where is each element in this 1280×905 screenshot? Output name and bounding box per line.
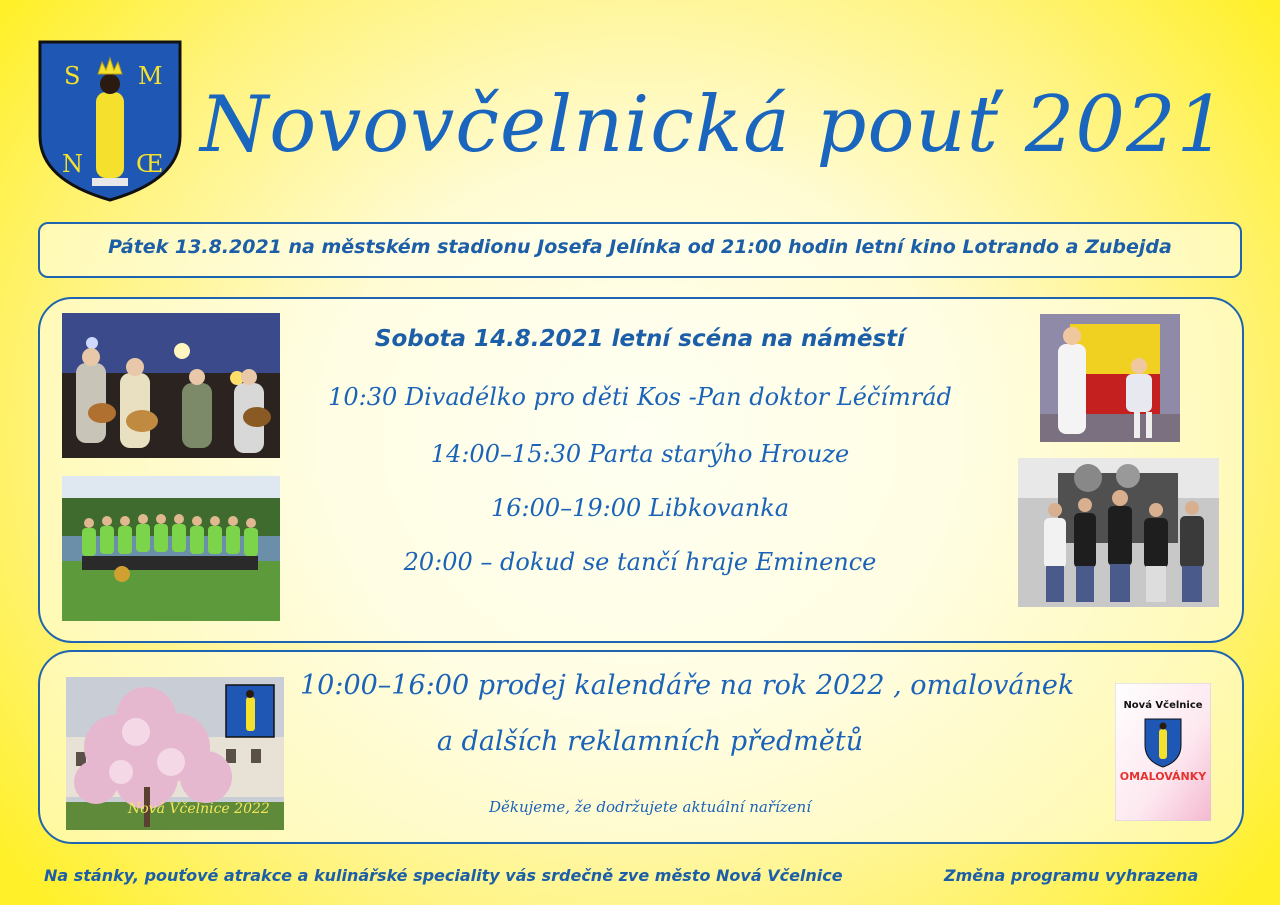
crest-letter-s: S bbox=[64, 62, 81, 90]
friday-text: Pátek 13.8.2021 na městském stadionu Josefa Jelínka od 21:00 hodin letní kino Lotrando a Zubejda bbox=[108, 236, 1172, 258]
brass-band-photo bbox=[62, 476, 280, 621]
coloring-word-text: OMALOVÁNKY bbox=[1119, 770, 1207, 783]
crest-base bbox=[92, 178, 128, 186]
page-title: Novovčelnická pouť 2021 bbox=[200, 80, 1228, 170]
crest-letter-oe: Œ bbox=[136, 150, 164, 178]
crest-letter-n: N bbox=[62, 150, 83, 178]
program-item: 10:30 Divadélko pro děti Kos -Pan doktor Léčímrád bbox=[328, 383, 952, 411]
footer-disclaimer: Změna programu vyhrazena bbox=[944, 866, 1199, 885]
coloring-book-title: Nová Včelnice bbox=[1123, 700, 1203, 711]
theatre-photo bbox=[1040, 314, 1180, 442]
calendar-caption: Nová Včelnice 2022 bbox=[128, 801, 270, 817]
crest-letter-m: M bbox=[138, 62, 163, 90]
town-crest bbox=[38, 40, 182, 202]
coloring-book-word bbox=[1115, 770, 1211, 783]
crest-figure-robe bbox=[96, 92, 124, 178]
crest-figure-head bbox=[100, 74, 120, 94]
thanks-note: Děkujeme, že dodržujete aktuální nařízení bbox=[488, 798, 812, 816]
band-stage-photo bbox=[62, 313, 280, 458]
footer-invitation: Na stánky, pouťové atrakce a kulinářské speciality vás srdečně zve město Nová Včelnice bbox=[44, 866, 843, 885]
program-item: 20:00 – dokud se tančí hraje Eminence bbox=[403, 548, 877, 576]
program-item: 16:00–19:00 Libkovanka bbox=[490, 494, 790, 522]
sales-line-1: 10:00–16:00 prodej kalendáře na rok 2022 , omalovánek bbox=[300, 670, 1075, 701]
sales-line-2: a dalších reklamních předmětů bbox=[436, 726, 864, 757]
program-item: 14:00–15:30 Parta starýho Hrouze bbox=[430, 440, 850, 468]
saturday-heading: Sobota 14.8.2021 letní scéna na náměstí bbox=[374, 326, 906, 352]
rock-band-photo bbox=[1018, 458, 1219, 607]
